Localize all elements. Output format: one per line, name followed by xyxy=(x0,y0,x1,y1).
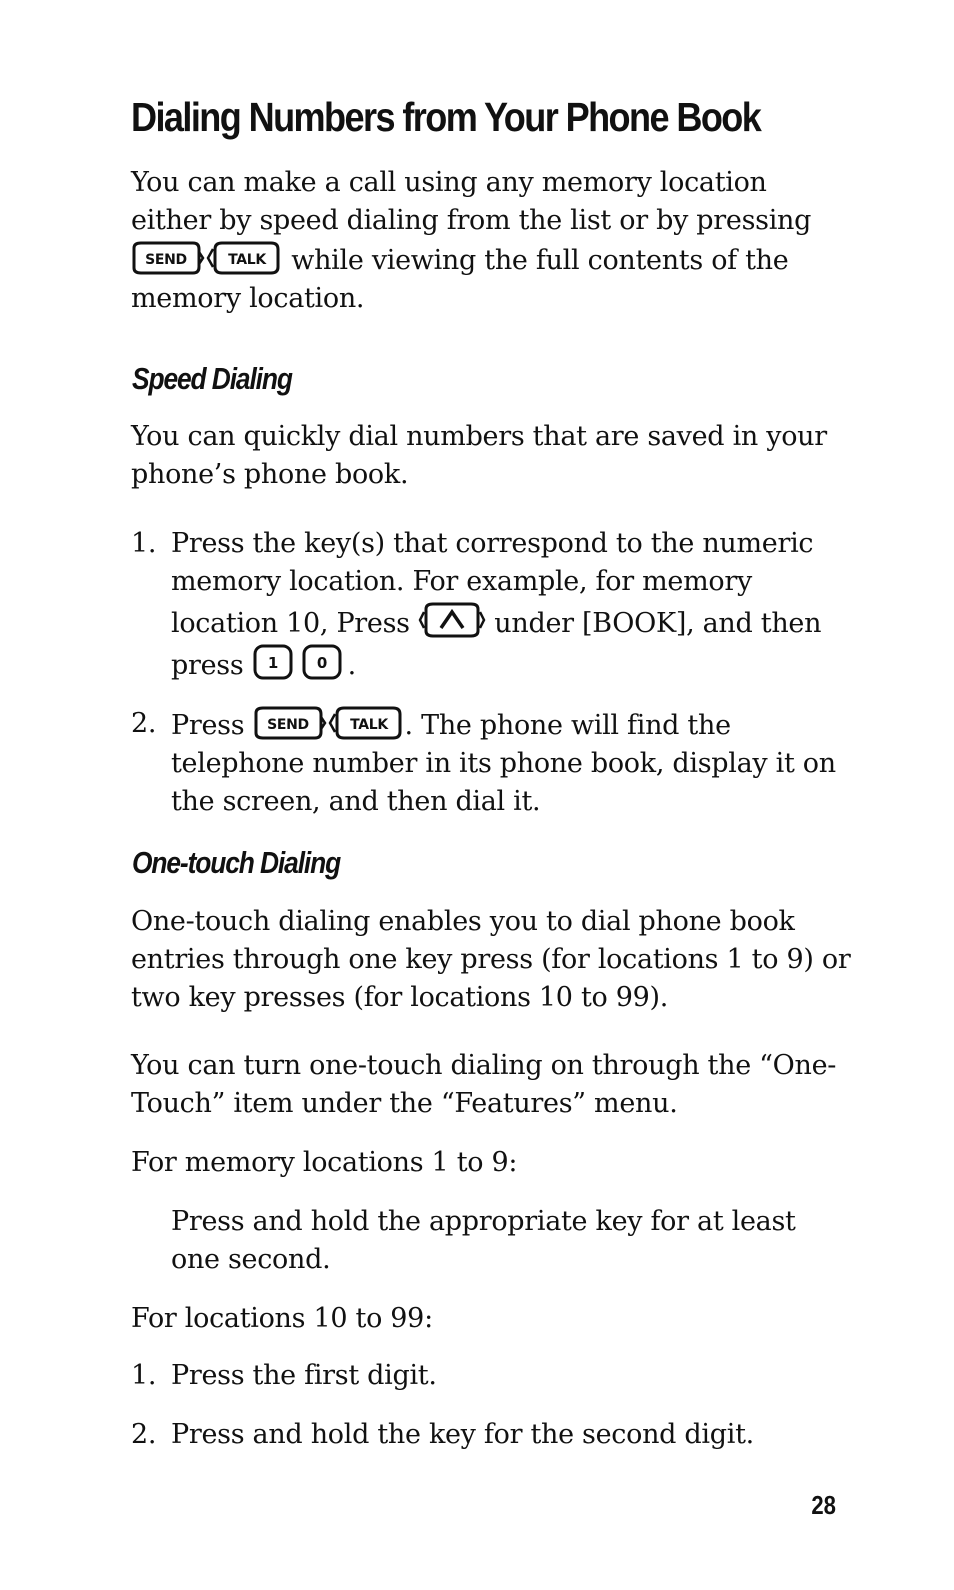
step-text xyxy=(171,705,851,821)
intro-text-2: while viewing the full contents of the memory location. xyxy=(131,245,789,314)
up-arrow-key-icon xyxy=(418,601,486,639)
locations-1-9-instruction: Press and hold the appropriate key for at least one second. xyxy=(171,1206,796,1275)
speed-step-1 xyxy=(131,525,851,685)
one-touch-step-1 xyxy=(131,1357,851,1395)
intro-paragraph xyxy=(131,164,851,318)
locations-10-99-label: For locations 10 to 99: xyxy=(131,1303,433,1334)
step-text-a: Press xyxy=(171,710,253,741)
one-touch-step-2 xyxy=(131,1416,851,1454)
step-text-c: . xyxy=(347,650,356,681)
talk-key-label: TALK xyxy=(228,252,266,268)
step-number: 2. xyxy=(131,708,157,739)
send-key-icon xyxy=(253,705,327,741)
send-key-icon xyxy=(131,240,205,276)
step-text: Press the first digit. xyxy=(171,1360,437,1391)
one-touch-para-1: One-touch dialing enables you to dial phone book entries through one key press (for locations 1 to 9) or two key presses (for locations 10 to 99). xyxy=(131,906,851,1013)
intro-text-1: You can make a call using any memory location either by speed dialing from the list or by pressing xyxy=(131,167,812,236)
step-number: 2. xyxy=(131,1419,157,1450)
step-number: 1. xyxy=(131,1360,157,1391)
speed-step-2 xyxy=(131,705,851,821)
one-key-icon xyxy=(252,643,296,681)
page-title: Dialing Numbers from Your Phone Book xyxy=(131,94,761,140)
step-text-b: under [BOOK], and then press xyxy=(171,608,822,681)
step-text-b: . The phone will find the telephone number in its phone book, display it on the screen, and then dial it. xyxy=(171,710,836,817)
one-touch-dialing-heading: One-touch Dialing xyxy=(132,845,341,880)
page-number: 28 xyxy=(811,1490,836,1520)
step-text: Press and hold the key for the second digit. xyxy=(171,1419,754,1450)
one-touch-para-2: You can turn one-touch dialing on through the “One-Touch” item under the “Features” menu. xyxy=(131,1050,837,1119)
one-key-label: 1 xyxy=(267,654,278,672)
talk-key-icon xyxy=(205,240,283,276)
zero-key-label: 0 xyxy=(316,654,327,672)
send-key-label: SEND xyxy=(145,252,187,268)
step-text-a: Press the key(s) that correspond to the numeric memory location. For example, for memory location 10, Press xyxy=(171,528,814,639)
step-text xyxy=(171,525,851,685)
talk-key-icon xyxy=(327,705,405,741)
locations-1-9-label: For memory locations 1 to 9: xyxy=(131,1147,518,1178)
send-key-label: SEND xyxy=(266,717,309,733)
speed-dialing-heading: Speed Dialing xyxy=(132,361,292,396)
speed-dialing-intro: You can quickly dial numbers that are saved in your phone’s phone book. xyxy=(131,421,827,490)
step-number: 1. xyxy=(131,528,157,559)
talk-key-label: TALK xyxy=(349,717,388,733)
zero-key-icon xyxy=(296,643,348,681)
